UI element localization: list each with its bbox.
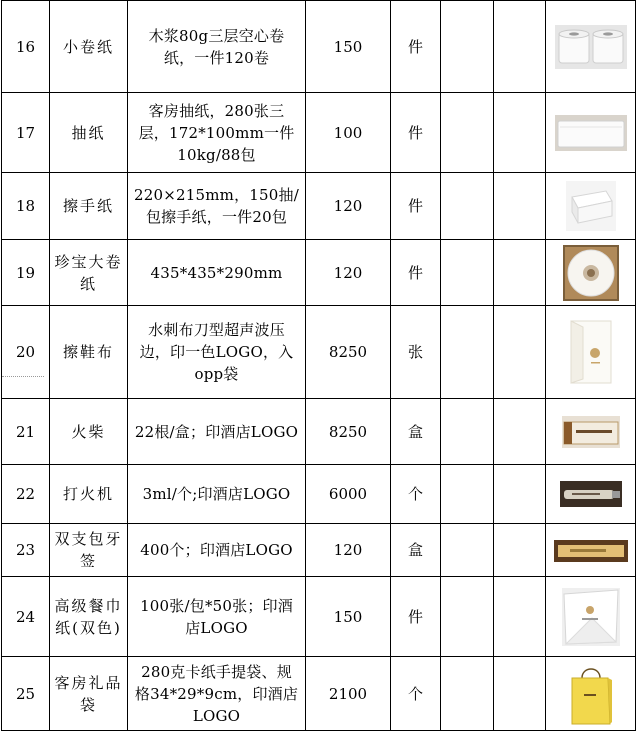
product-name: 高级餐巾纸(双色) [50,577,128,657]
lighter-photo-icon [560,481,622,507]
empty-cell [441,306,494,399]
row-number: 21 [2,399,50,465]
product-image-cell [546,657,636,731]
product-unit: 件 [391,93,441,173]
empty-cell [494,577,546,657]
table-row [2,1,636,93]
product-image-cell [546,577,636,657]
product-name: 小卷纸 [50,1,128,93]
empty-cell [494,524,546,577]
tissue-pack-photo-icon [555,115,627,151]
table-row [2,240,636,306]
empty-cell [441,465,494,524]
product-image-cell [546,465,636,524]
product-image-cell [546,93,636,173]
product-name: 客房礼品袋 [50,657,128,731]
product-unit: 盒 [391,524,441,577]
toothpick-pack-photo-icon [554,540,628,562]
product-unit: 件 [391,173,441,240]
product-image-cell [546,399,636,465]
product-image-cell [546,524,636,577]
table-row [2,657,636,731]
jumbo-roll-photo-icon [563,245,619,301]
product-quantity: 120 [306,524,391,577]
shoe-cloth-photo-icon [565,317,617,387]
empty-cell [494,93,546,173]
product-unit: 个 [391,657,441,731]
toilet-paper-rolls-photo-icon [555,25,627,69]
product-image-cell [546,306,636,399]
row-number: 17 [2,93,50,173]
product-image-cell [546,173,636,240]
dotted-line-mark [2,376,44,377]
product-quantity: 150 [306,577,391,657]
product-name: 火柴 [50,399,128,465]
table-row [2,577,636,657]
product-spec: 3ml/个;印酒店LOGO [128,465,306,524]
product-unit: 盒 [391,399,441,465]
empty-cell [441,240,494,306]
product-unit: 件 [391,577,441,657]
product-unit: 件 [391,1,441,93]
row-number: 25 [2,657,50,731]
empty-cell [494,306,546,399]
empty-cell [494,1,546,93]
empty-cell [441,577,494,657]
product-spec: 客房抽纸，280张三层，172*100mm一件10kg/88包 [128,93,306,173]
empty-cell [494,240,546,306]
row-number: 24 [2,577,50,657]
product-quantity: 100 [306,93,391,173]
empty-cell [494,465,546,524]
table-row [2,306,636,399]
product-quantity: 8250 [306,399,391,465]
empty-cell [494,399,546,465]
product-table [1,0,636,731]
table-row [2,524,636,577]
product-spec: 100张/包*50张；印酒店LOGO [128,577,306,657]
empty-cell [441,1,494,93]
row-number: 22 [2,465,50,524]
empty-cell [494,173,546,240]
product-unit: 件 [391,240,441,306]
product-spec: 400个；印酒店LOGO [128,524,306,577]
product-image-cell [546,240,636,306]
product-name: 打火机 [50,465,128,524]
product-spec: 280克卡纸手提袋、规格34*29*9cm，印酒店LOGO [128,657,306,731]
table-row [2,399,636,465]
product-name: 抽纸 [50,93,128,173]
row-number: 23 [2,524,50,577]
product-spec: 水刺布刀型超声波压边，印一色LOGO，入opp袋 [128,306,306,399]
product-quantity: 8250 [306,306,391,399]
product-spec: 435*435*290mm [128,240,306,306]
table-row [2,173,636,240]
table-row [2,465,636,524]
table-row [2,93,636,173]
hand-towel-paper-photo-icon [566,181,616,231]
product-quantity: 150 [306,1,391,93]
product-spec: 220×215mm，150抽/包擦手纸，一件20包 [128,173,306,240]
row-number: 20 [2,306,50,399]
empty-cell [441,173,494,240]
row-number: 18 [2,173,50,240]
product-image-cell [546,1,636,93]
product-name: 珍宝大卷纸 [50,240,128,306]
product-spec: 22根/盒；印酒店LOGO [128,399,306,465]
product-name: 双支包牙签 [50,524,128,577]
product-quantity: 120 [306,240,391,306]
row-number: 19 [2,240,50,306]
matchbox-photo-icon [562,416,620,448]
row-number: 16 [2,1,50,93]
empty-cell [441,657,494,731]
product-spec: 木浆80g三层空心卷纸，一件120卷 [128,1,306,93]
product-name: 擦手纸 [50,173,128,240]
empty-cell [441,399,494,465]
product-quantity: 6000 [306,465,391,524]
product-name: 擦鞋布 [50,306,128,399]
product-unit: 张 [391,306,441,399]
product-quantity: 2100 [306,657,391,731]
gift-bag-photo-icon [568,662,614,726]
product-quantity: 120 [306,173,391,240]
napkin-photo-icon [562,588,620,646]
product-unit: 个 [391,465,441,524]
empty-cell [441,93,494,173]
empty-cell [441,524,494,577]
empty-cell [494,657,546,731]
